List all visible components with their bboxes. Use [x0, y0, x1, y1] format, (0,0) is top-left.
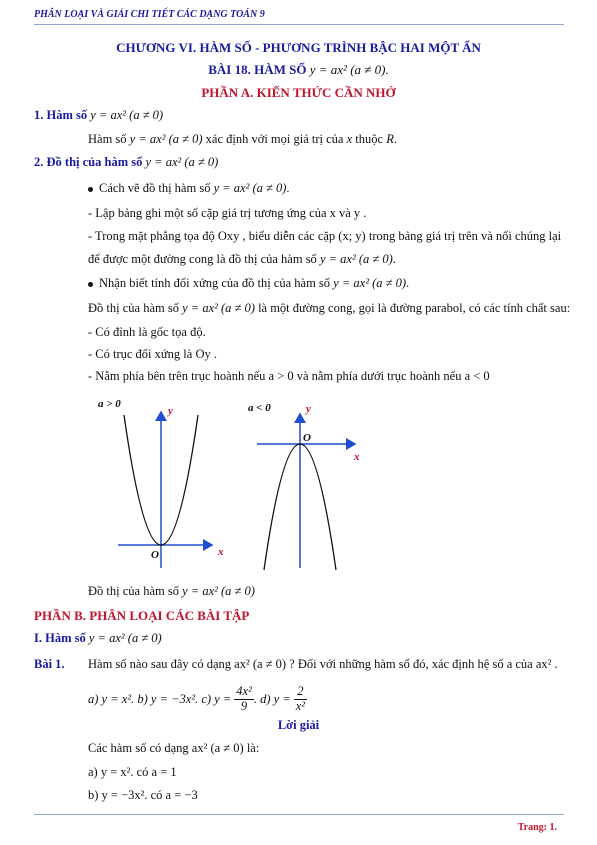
fraction-d: [294, 685, 307, 714]
graph-right-condition: a < 0: [248, 402, 271, 414]
graph-left-origin: O: [151, 549, 159, 561]
fraction-c-numerator: 4x²: [236, 683, 252, 698]
section-2-heading: [34, 155, 218, 170]
fraction-d-denominator: x²: [295, 698, 306, 713]
options-text-d: . d) y =: [253, 691, 291, 706]
graph-right-x-label: x: [354, 451, 360, 463]
header-rule: [34, 24, 564, 25]
text-part: Đồ thị của hàm số: [88, 301, 179, 315]
formula: y = ax² (a ≠ 0): [333, 276, 407, 290]
step-2b: để được một đường cong là đồ thị của hàm số y = ax² (a ≠ 0).: [88, 252, 396, 266]
graph-left: [98, 398, 224, 568]
footer-rule: [34, 814, 564, 815]
text-part: thuộc: [355, 132, 384, 146]
step-1: - Lập bảng ghi một số cặp giá trị tương ứng của x và y .: [88, 206, 367, 220]
graph-left-x-label: x: [218, 546, 224, 558]
solution-intro: Các hàm số có dạng ax² (a ≠ 0) là:: [88, 741, 260, 755]
property-3: - Nằm phía bên trên trục hoành nếu a > 0 và nằm phía dưới trục hoành nếu a < 0: [88, 369, 490, 383]
lesson-formula: y = ax² (a ≠ 0).: [309, 62, 389, 77]
parabola-graphs: [0, 390, 597, 580]
graph-left-y-label: y: [168, 405, 173, 417]
section-I-title: I. Hàm số: [34, 631, 86, 645]
graph-right-y-label: y: [306, 403, 311, 415]
section-I-heading: [34, 631, 162, 646]
text-part: .: [393, 132, 397, 146]
description: [88, 301, 570, 316]
formula: y = ax² (a ≠ 0): [88, 631, 162, 645]
solution-a: a) y = x². có a = 1: [88, 765, 177, 779]
variable: x: [346, 132, 353, 146]
graph-right: [248, 402, 360, 570]
fraction-c-denominator: 9: [240, 698, 248, 713]
text-part: Cách vẽ đồ thị hàm số: [99, 181, 211, 195]
formula: y = ax² (a ≠ 0): [182, 584, 255, 598]
page-number: Trang: 1.: [517, 822, 557, 833]
step-2a: - Trong mặt phẳng tọa độ Oxy , biểu diễn các cặp (x; y) trong bảng giá trị trên và nối chúng lại: [88, 229, 562, 243]
exercise-options: [88, 682, 307, 716]
chapter-title: CHƯƠNG VI. HÀM SỐ - PHƯƠNG TRÌNH BẬC HAI MỘT ẨN: [116, 40, 481, 55]
fraction-c: [234, 685, 254, 714]
set-symbol: R: [386, 132, 394, 146]
section-2-title: 2. Đồ thị của hàm số: [34, 155, 143, 169]
section-1-text: [88, 132, 397, 147]
part-b-title: PHẦN B. PHÂN LOẠI CÁC BÀI TẬP: [34, 608, 250, 623]
bullet-icon: [88, 282, 93, 287]
text-part: Hàm số: [88, 132, 127, 146]
property-1: - Có đỉnh là gốc tọa độ.: [88, 325, 206, 339]
formula: y = ax² (a ≠ 0): [319, 252, 393, 266]
part-a-title: PHẦN A. KIẾN THỨC CẦN NHỚ: [201, 85, 396, 100]
formula: y = ax² (a ≠ 0): [182, 301, 255, 315]
text-part: xác định với mọi giá trị của: [205, 132, 344, 146]
section-1-formula: y = ax² (a ≠ 0): [90, 108, 164, 122]
fraction-d-numerator: 2: [294, 685, 307, 700]
formula: y = ax² (a ≠ 0): [145, 155, 219, 169]
formula: y = ax² (a ≠ 0): [213, 181, 287, 195]
exercise-label: Bài 1.: [34, 657, 65, 671]
options-text: a) y = x². b) y = −3x². c) y =: [88, 691, 232, 706]
lesson-title: [0, 62, 597, 78]
text-part: là một đường cong, gọi là đường parabol, có các tính chất sau:: [258, 301, 571, 315]
bullet-2: Nhận biết tính đối xứng của đồ thị của hàm số y = ax² (a ≠ 0).: [88, 276, 409, 291]
lesson-prefix: BÀI 18. HÀM SỐ: [208, 62, 307, 77]
text-part: Nhận biết tính đối xứng của đồ thị của hàm số: [99, 276, 331, 290]
formula: y = ax² (a ≠ 0): [129, 132, 203, 146]
exercise-text: Hàm số nào sau đây có dạng ax² (a ≠ 0) ? Đối với những hàm số đó, xác định hệ số a của ax² .: [88, 657, 558, 671]
page-header: PHÂN LOẠI VÀ GIẢI CHI TIẾT CÁC DẠNG TOÁN 9: [34, 9, 265, 20]
bullet-1: Cách vẽ đồ thị hàm số y = ax² (a ≠ 0).: [88, 181, 290, 196]
text-part: để được một đường cong là đồ thị của hàm số: [88, 252, 317, 266]
graph-right-origin: O: [303, 432, 311, 444]
graph-caption: [88, 584, 255, 599]
solution-heading: Lời giải: [277, 718, 320, 732]
property-2: - Có trục đối xứng là Oy .: [88, 347, 217, 361]
section-1-heading: [34, 108, 163, 123]
bullet-icon: [88, 187, 93, 192]
solution-b: b) y = −3x². có a = −3: [88, 788, 198, 802]
graph-left-condition: a > 0: [98, 398, 121, 410]
section-1-title: 1. Hàm số: [34, 108, 88, 122]
text-part: Đồ thị của hàm số: [88, 584, 179, 598]
